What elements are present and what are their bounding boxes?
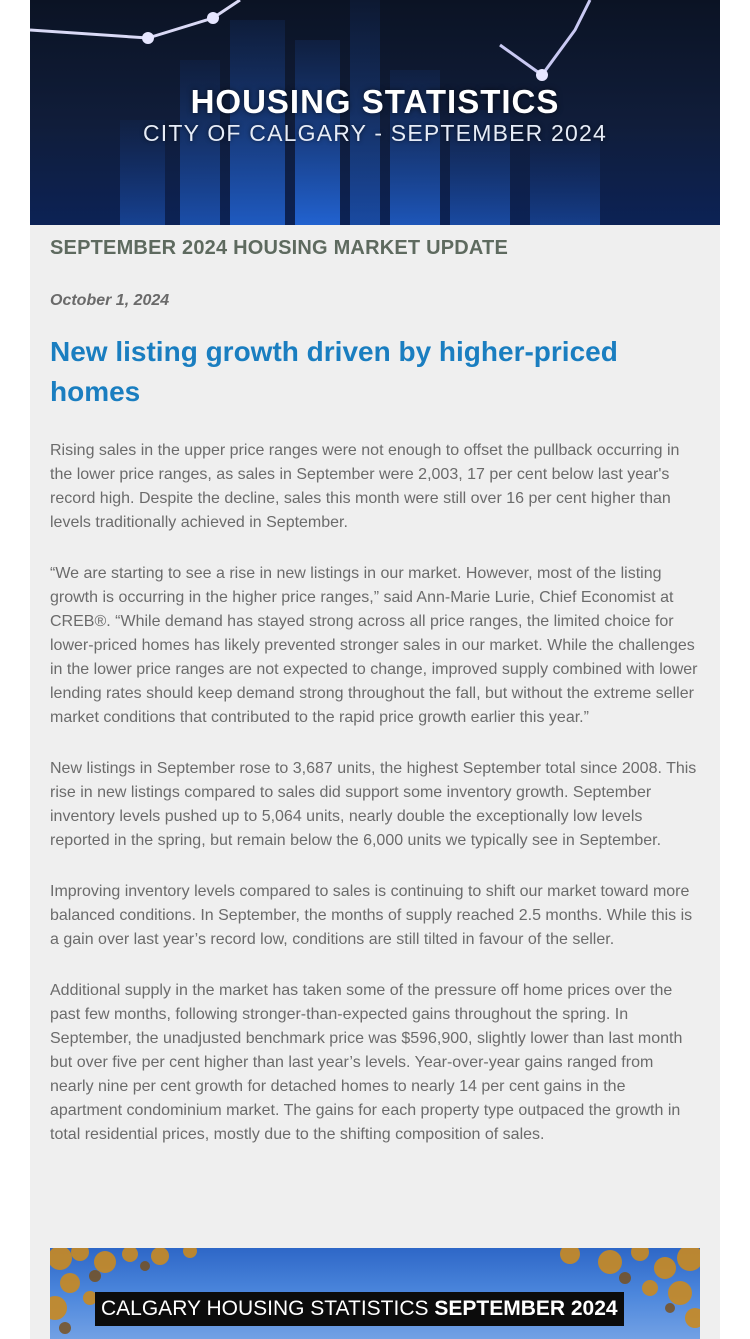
section-heading: SEPTEMBER 2024 HOUSING MARKET UPDATE — [50, 237, 509, 259]
article-headline: New listing growth driven by higher-priced homes — [50, 336, 618, 407]
paragraph-quote: “We are starting to see a rise in new listings in our market. However, most of the listing growth is occurring in the higher price ranges,” said Ann-Marie Lurie, Chief Economist at CREB®. “While demand has stayed strong across all price ranges, the limited choice for lower-priced homes has likely prevented stronger sales in our market. While the challenges in the lower price ranges are not expected to change, improved supply combined with lower lending rates should keep demand strong throughout the fall, but without the extreme seller market conditions that contributed to the rapid price growth earlier this year.” — [50, 565, 698, 726]
paragraph-inventory: Improving inventory levels compared to sales is continuing to shift our market toward more balanced conditions. In September, the months of supply reached 2.5 months. While this is a gain over last year’s record low, conditions are still tilted in favour of the seller. — [50, 883, 693, 948]
email-container — [30, 0, 720, 1339]
hero-subtitle: CITY OF CALGARY - SEPTEMBER 2024 — [142, 120, 608, 146]
graph-node — [142, 32, 154, 44]
stats-banner-label-bold: SEPTEMBER 2024 — [434, 1297, 618, 1320]
stats-banner-label — [95, 1292, 624, 1326]
hero-title: HOUSING STATISTICS — [190, 83, 560, 120]
graph-node — [207, 12, 219, 24]
paragraph-prices: Additional supply in the market has taken some of the pressure off home prices over the past few months, following stronger-than-expected gains throughout the spring. In September, the unadjusted benchmark price was $596,900, slightly lower than last month but over five per cent higher than last year’s levels. Year-over-year gains ranged from nearly nine per cent growth for detached homes to nearly 14 per cent gains in the apartment condominium market. The gains for each property type outpaced the growth in total residential prices, mostly due to the shifting composition of sales. — [50, 982, 683, 1143]
stats-banner-label-regular: CALGARY HOUSING STATISTICS — [101, 1297, 435, 1320]
paragraph-sales: Rising sales in the upper price ranges were not enough to offset the pullback occurring in the lower price ranges, as sales in September were 2,003, 17 per cent below last year's record high. Despite the decline, sales this month were still over 16 per cent higher than levels traditionally achieved in September. — [50, 442, 680, 531]
graph-node — [536, 69, 548, 81]
hero-banner — [30, 0, 720, 225]
paragraph-new-listings: New listings in September rose to 3,687 units, the highest September total since 2008. This rise in new listings compared to sales did support some inventory growth. September inventory levels pushed up to 5,064 units, nearly double the exceptionally low levels reported in the spring, but remain below the 6,000 units we typically see in September. — [50, 760, 697, 849]
article-content — [30, 237, 720, 1147]
stats-banner-image[interactable] — [50, 1248, 700, 1339]
publish-date: October 1, 2024 — [50, 292, 170, 309]
